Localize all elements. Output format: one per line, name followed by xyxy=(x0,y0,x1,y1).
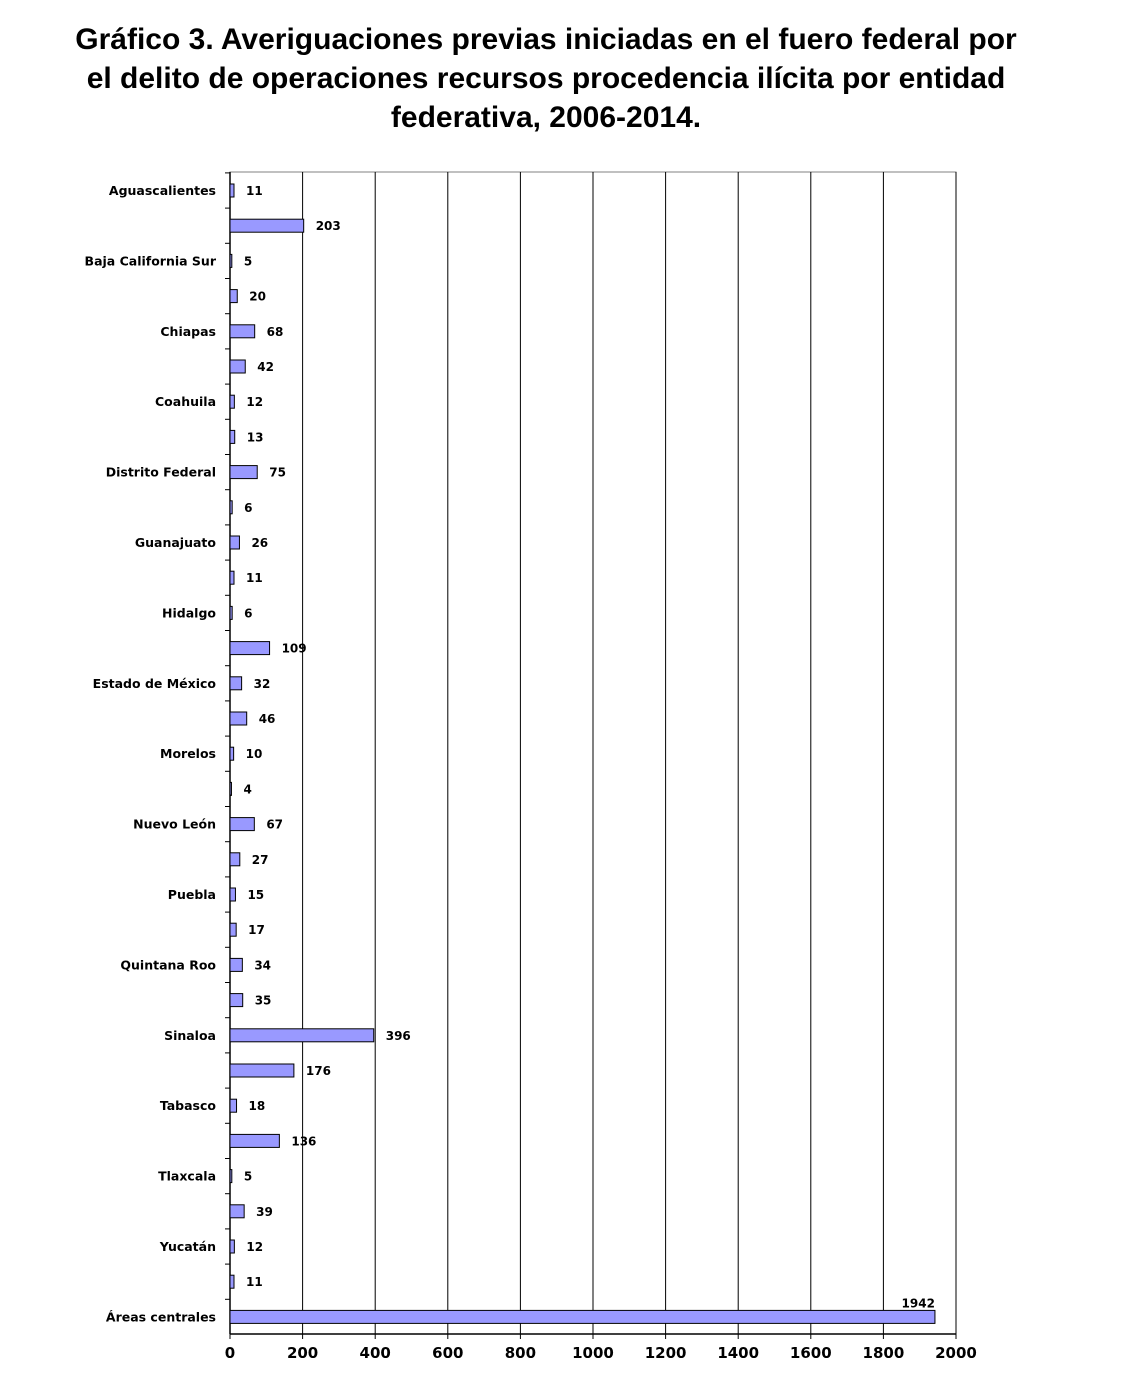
category-label: Estado de México xyxy=(92,675,216,691)
category-label: Nuevo León xyxy=(133,816,216,832)
x-tick-label: 1800 xyxy=(862,1344,905,1362)
bar xyxy=(230,888,235,901)
data-label: 11 xyxy=(245,571,263,586)
category-label: Guanajuato xyxy=(134,535,216,550)
bar xyxy=(230,994,243,1007)
bar xyxy=(230,395,234,408)
bar xyxy=(230,325,255,338)
x-tick-label: 0 xyxy=(224,1344,236,1362)
bar xyxy=(230,1275,234,1288)
data-label: 18 xyxy=(248,1099,266,1114)
category-label: Áreas centrales xyxy=(105,1309,216,1325)
bar xyxy=(230,923,236,936)
bar xyxy=(230,219,304,232)
x-tick-label: 2000 xyxy=(935,1344,977,1362)
bar xyxy=(230,1099,237,1112)
data-label: 39 xyxy=(256,1204,273,1219)
bar xyxy=(230,818,254,831)
data-label: 203 xyxy=(315,219,341,234)
bar xyxy=(230,1205,244,1218)
data-label: 176 xyxy=(305,1064,331,1078)
category-label: Aguascalientes xyxy=(108,183,216,198)
data-label: 5 xyxy=(243,254,253,269)
data-label: 11 xyxy=(245,1275,263,1290)
category-label: Quintana Roo xyxy=(120,957,216,973)
data-label: 11 xyxy=(245,184,263,198)
data-label: 35 xyxy=(254,993,272,1008)
data-label: 396 xyxy=(385,1028,411,1043)
x-tick-label: 1400 xyxy=(717,1344,760,1362)
data-label: 46 xyxy=(258,712,276,726)
bar xyxy=(230,184,234,197)
category-label: Distrito Federal xyxy=(105,464,216,480)
chart-title-line-2: el delito de operaciones recursos procedencia ilícita por entidad xyxy=(86,62,1006,95)
data-label: 6 xyxy=(244,500,253,515)
x-tick-label: 800 xyxy=(504,1344,537,1362)
data-label: 17 xyxy=(248,923,265,938)
bar xyxy=(230,360,245,373)
bar xyxy=(230,958,242,971)
bar xyxy=(230,571,234,584)
data-label: 6 xyxy=(244,606,253,621)
bar xyxy=(230,1240,234,1253)
chart-title-line-3: federativa, 2006-2014. xyxy=(390,101,702,134)
bar xyxy=(230,782,231,795)
data-label: 67 xyxy=(266,817,284,832)
bar xyxy=(230,747,234,760)
data-label: 42 xyxy=(257,360,274,374)
bar xyxy=(230,606,232,619)
bar xyxy=(230,677,242,690)
data-label: 13 xyxy=(246,430,264,445)
bar xyxy=(230,290,237,303)
data-label: 26 xyxy=(251,536,269,550)
bar xyxy=(230,642,270,655)
bar xyxy=(230,712,247,725)
category-label: Puebla xyxy=(167,887,216,902)
bar xyxy=(230,1310,935,1323)
data-label: 10 xyxy=(245,747,263,762)
category-label: Morelos xyxy=(160,746,216,762)
data-label: 12 xyxy=(246,395,264,410)
bar xyxy=(230,853,240,866)
data-label: 5 xyxy=(243,1169,253,1184)
x-tick-label: 1000 xyxy=(572,1344,614,1362)
data-label: 15 xyxy=(247,888,265,902)
bar xyxy=(230,430,235,443)
category-label: Tabasco xyxy=(159,1098,216,1114)
bar xyxy=(230,254,232,267)
category-label: Coahuila xyxy=(155,394,216,410)
data-label: 109 xyxy=(281,641,307,656)
data-label: 34 xyxy=(254,958,272,973)
category-label: Chiapas xyxy=(160,323,216,339)
category-label: Baja California Sur xyxy=(84,253,216,269)
data-label: 4 xyxy=(243,782,252,797)
data-label: 27 xyxy=(251,852,269,867)
x-tick-label: 400 xyxy=(359,1344,391,1362)
data-label: 20 xyxy=(249,289,266,304)
data-label: 32 xyxy=(253,676,271,691)
data-label: 1942 xyxy=(901,1296,935,1311)
x-tick-label: 600 xyxy=(432,1344,464,1362)
category-label: Hidalgo xyxy=(162,605,216,621)
bar xyxy=(230,1064,294,1077)
bar xyxy=(230,1170,232,1183)
x-tick-label: 1600 xyxy=(789,1344,832,1362)
x-tick-label: 1200 xyxy=(644,1344,687,1362)
category-label: Sinaloa xyxy=(164,1027,216,1043)
category-label: Yucatán xyxy=(159,1239,216,1254)
chart-title-line-1: Gráfico 3. Averiguaciones previas iniciadas en el fuero federal por xyxy=(75,23,1017,56)
data-label: 12 xyxy=(246,1240,264,1254)
data-label: 75 xyxy=(269,465,286,480)
bar xyxy=(230,536,239,549)
data-label: 68 xyxy=(266,324,284,339)
x-tick-label: 200 xyxy=(286,1344,319,1362)
bar xyxy=(230,1134,279,1147)
bar xyxy=(230,466,257,479)
bar xyxy=(230,1029,374,1042)
data-label: 136 xyxy=(291,1134,317,1149)
category-label: Tlaxcala xyxy=(158,1168,216,1184)
bar xyxy=(230,501,232,514)
